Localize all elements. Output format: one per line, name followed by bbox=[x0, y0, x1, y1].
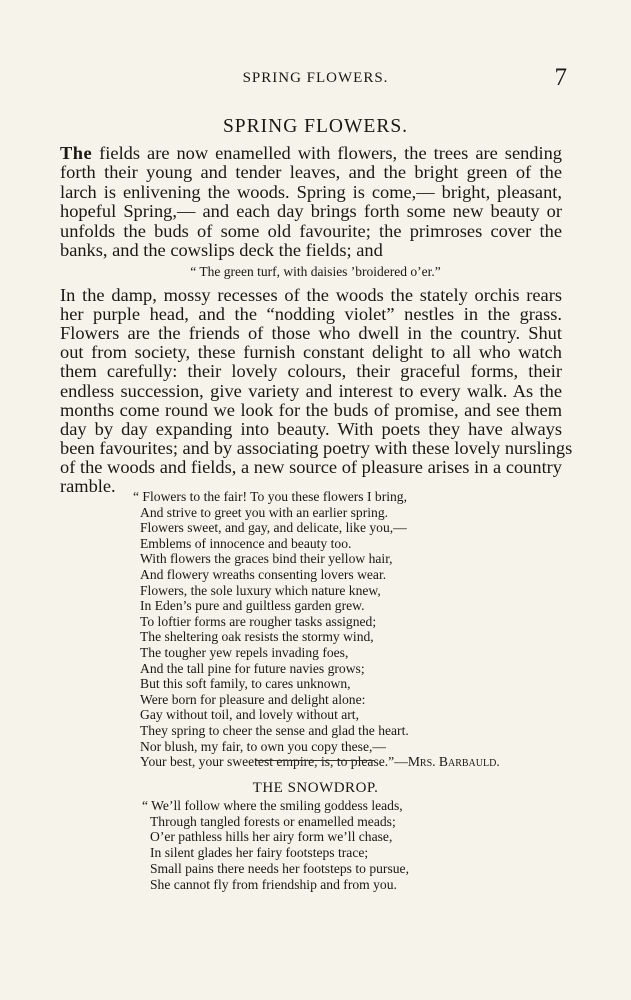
verse-line bbox=[140, 505, 388, 521]
verse-text: She cannot fly from friendship and from you. bbox=[150, 876, 397, 892]
verse-text: O’er pathless hills her airy form we’ll chase, bbox=[150, 829, 393, 845]
verse-line bbox=[142, 798, 403, 814]
verse-text: Were born for pleasure and delight alone: bbox=[140, 691, 366, 707]
prose-line: her purple head, and the “nodding violet” nestles in the grass. bbox=[60, 304, 562, 325]
inline-quote: “ The green turf, with daisies ’broidered o’er.” bbox=[190, 264, 441, 279]
verse-text: With flowers the graces bind their yellow hair, bbox=[140, 551, 393, 567]
verse-line bbox=[140, 629, 374, 645]
verse-line bbox=[140, 520, 407, 536]
running-head bbox=[0, 66, 631, 92]
verse-text: “ Flowers to the fair! To you these flowers I bring, bbox=[133, 489, 408, 504]
verse-text: But this soft family, to cares unknown, bbox=[140, 676, 351, 692]
verse-text: The tougher yew repels invading foes, bbox=[140, 645, 349, 660]
verse-text: Gay without toil, and lovely without art, bbox=[140, 707, 359, 723]
verse-line bbox=[140, 567, 386, 583]
verse-text: To loftier forms are rougher tasks assigned; bbox=[140, 613, 377, 629]
page-number: 7 bbox=[554, 64, 567, 91]
prose-line: out from society, these furnish constant delight to all who watch bbox=[60, 342, 562, 363]
verse-text: Your best, your sweetest empire, is, to please.”— bbox=[140, 754, 408, 770]
line-text: fields are now enamelled with flowers, the trees are sending bbox=[92, 143, 562, 163]
verse-line bbox=[140, 583, 381, 599]
snowdrop-title: THE SNOWDROP. bbox=[252, 780, 379, 796]
prose-line: months come round we look for the buds of promise, and see them bbox=[60, 399, 562, 420]
running-head-title: SPRING FLOWERS. bbox=[242, 70, 389, 86]
prose-line bbox=[60, 143, 562, 163]
verse-line bbox=[140, 645, 348, 661]
verse-line bbox=[140, 754, 500, 770]
verse-line bbox=[140, 661, 365, 677]
prose-line: been favourites; and by associating poetry with these lovely nurslings bbox=[60, 437, 573, 458]
verse-text: And strive to greet you with an earlier spring. bbox=[140, 504, 389, 520]
verse-line bbox=[140, 551, 393, 567]
verse-line bbox=[140, 598, 364, 614]
verse-text: “ We’ll follow where the smiling goddess leads, bbox=[142, 798, 403, 813]
verse-line bbox=[140, 723, 409, 739]
prose-line: ramble. bbox=[60, 476, 116, 496]
prose-line: In the damp, mossy recesses of the woods the stately orchis rears bbox=[60, 285, 562, 305]
verse-line bbox=[140, 536, 351, 552]
verse-line bbox=[140, 739, 386, 755]
prose-line: larch is enlivening the woods. Spring is come,— bright, pleasant, bbox=[60, 181, 562, 202]
verse-line bbox=[140, 676, 351, 692]
prose-line: of the woods and fields, a new source of pleasure arises in a country bbox=[60, 456, 562, 477]
verse-line bbox=[140, 692, 365, 708]
first-word: The bbox=[60, 143, 93, 163]
verse-line bbox=[150, 861, 409, 877]
verse-line bbox=[140, 614, 376, 630]
section-divider bbox=[255, 760, 375, 761]
verse-text: Emblems of innocence and beauty too. bbox=[140, 535, 352, 551]
verse-line bbox=[133, 489, 407, 505]
verse-line bbox=[150, 845, 368, 861]
verse-text: In Eden’s pure and guiltless garden grew. bbox=[140, 598, 365, 614]
poem-attribution: Mrs. Barbauld. bbox=[407, 754, 500, 770]
prose-line: day by day expanding into beauty. With poets they have always bbox=[60, 418, 562, 439]
prose-line: Flowers are the friends of those who dwell in the country. Shut bbox=[60, 323, 562, 344]
verse-text: And the tall pine for future navies grows; bbox=[140, 660, 365, 676]
verse-text: And flowery wreaths consenting lovers wear. bbox=[140, 567, 387, 582]
prose-line: hopeful Spring,— and each day brings forth some new beauty or bbox=[60, 201, 562, 222]
verse-line bbox=[150, 814, 396, 830]
article-title: SPRING FLOWERS. bbox=[222, 116, 409, 137]
prose-line: banks, and the cowslips deck the fields; and bbox=[60, 240, 383, 260]
verse-text: Through tangled forests or enamelled meads; bbox=[150, 813, 396, 829]
prose-line: forth their young and tender leaves, and the bright green of the bbox=[60, 162, 562, 183]
verse-text: Nor blush, my fair, to own you copy these,— bbox=[140, 738, 386, 754]
verse-line bbox=[140, 707, 359, 723]
verse-text: Flowers, the sole luxury which nature knew, bbox=[140, 582, 381, 598]
verse-line bbox=[150, 877, 397, 893]
verse-line bbox=[150, 829, 392, 845]
verse-text: Flowers sweet, and gay, and delicate, like you,— bbox=[140, 520, 407, 536]
prose-line: them carefully: their lovely colours, their graceful forms, their bbox=[60, 361, 562, 382]
prose-line: endless succession, give variety and interest to every walk. As the bbox=[60, 380, 562, 401]
verse-text: In silent glades her fairy footsteps trace; bbox=[150, 845, 369, 861]
prose-line: unfolds the buds of some old favourite; the primroses cover the bbox=[60, 220, 562, 241]
verse-text: They spring to cheer the sense and glad the heart. bbox=[140, 723, 409, 738]
verse-text: The sheltering oak resists the stormy wind, bbox=[140, 629, 374, 645]
verse-text: Small pains there needs her footsteps to pursue, bbox=[150, 860, 409, 876]
